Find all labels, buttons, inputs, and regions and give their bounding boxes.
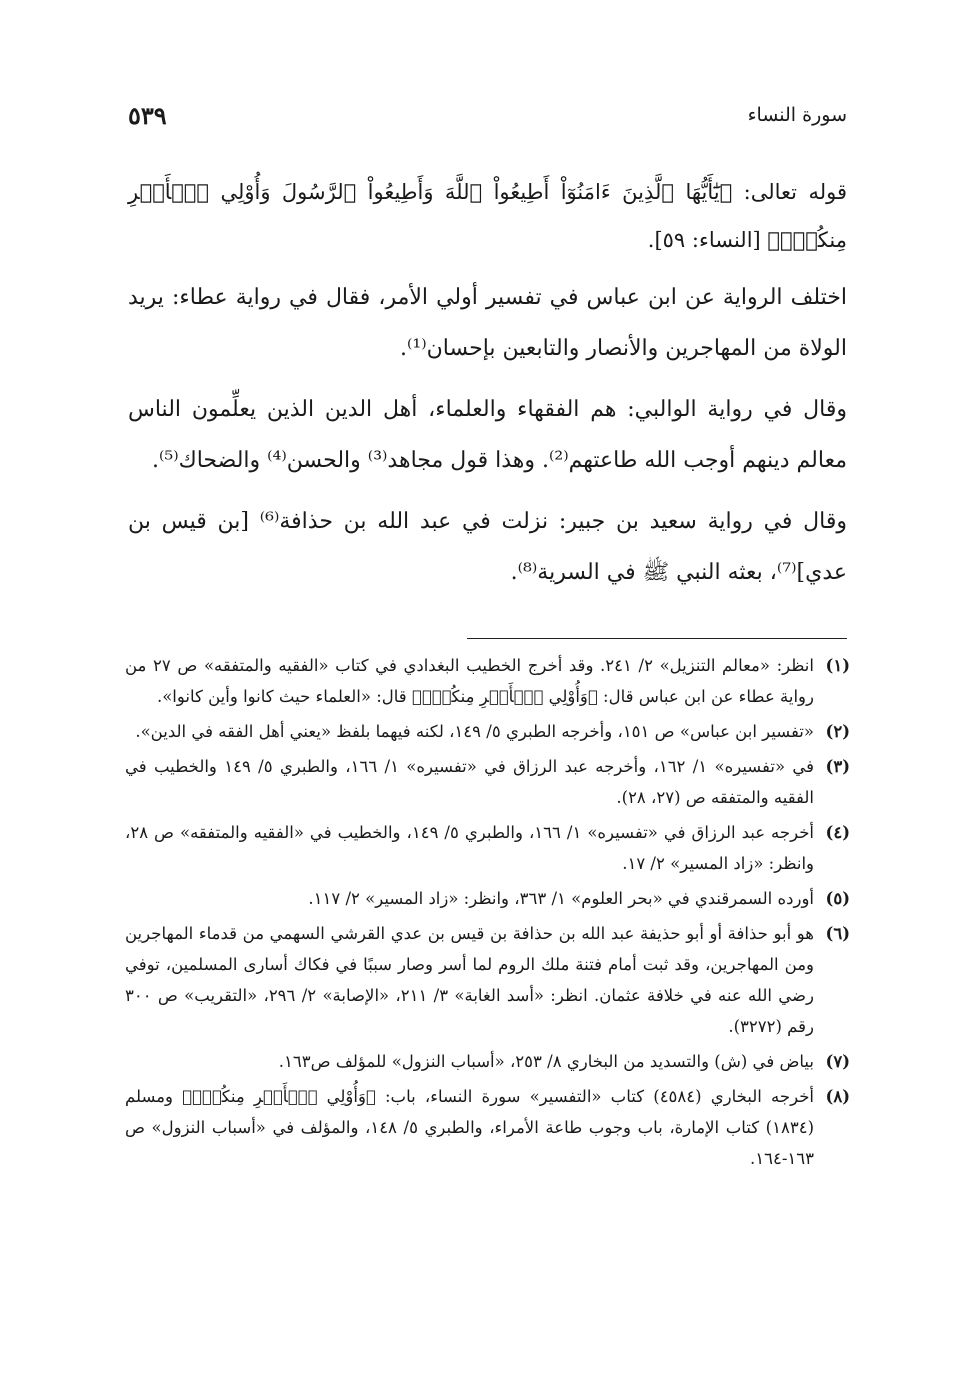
footnote-text: أورده السمرقندي في «بحر العلوم» ١/ ٣٦٣، وانظر: «زاد المسير» ٢/ ١١٧. xyxy=(308,889,814,908)
footnotes xyxy=(125,650,850,1178)
footnote-number: (٥) xyxy=(825,889,850,908)
footnote xyxy=(125,751,850,813)
footnote-text: بياض في (ش) والتسديد من البخاري ٨/ ٢٥٣، «أسباب النزول» للمؤلف ص١٦٣. xyxy=(278,1052,814,1071)
paragraph-verse: قوله تعالى: ﴿يَٰٓأَيُّهَا ٱلَّذِينَ ءَامَنُوٓاْ أَطِيعُواْ ٱللَّهَ وَأَطِيعُواْ ٱلرَّسُولَ وَأُوْلِي ٱلۡأَمۡرِ مِنكُمۡۖ﴾ [النساء: ٥٩]. xyxy=(128,180,847,252)
footnote-number: (٦) xyxy=(825,924,850,943)
main-text xyxy=(128,168,847,608)
page-header xyxy=(128,95,847,135)
footnote-number: (٣) xyxy=(825,757,850,776)
footnote-number: (١) xyxy=(825,656,850,675)
footnote-text: «تفسير ابن عباس» ص ١٥١، وأخرجه الطبري ٥/ ١٤٩، لكنه فيهما بلفظ «يعني أهل الفقه في الدين». xyxy=(135,722,814,741)
footnote xyxy=(125,1081,850,1174)
footnote-number: (٢) xyxy=(825,722,850,741)
paragraph-ata-narration: اختلف الرواية عن ابن عباس في تفسير أولي الأمر، فقال في رواية عطاء: يريد الولاة من المهاجرين والأنصار والتابعين بإحسان⁽¹⁾. xyxy=(128,285,847,361)
footnote xyxy=(125,883,850,914)
footnote-text: في «تفسيره» ١/ ١٦٢، وأخرجه عبد الرزاق في «تفسيره» ١/ ١٦٦، والطبري ٥/ ١٤٩ والخطيب في الفقيه والمتفقه ص (٢٧، ٢٨). xyxy=(125,757,815,807)
footnote-divider xyxy=(467,638,847,639)
footnote-number: (٨) xyxy=(825,1087,850,1106)
footnote-number: (٤) xyxy=(825,823,850,842)
footnote-text: انظر: «معالم التنزيل» ٢/ ٢٤١. وقد أخرج الخطيب البغدادي في كتاب «الفقيه والمتفقه» ص ٢٧ من رواية عطاء عن ابن عباس قال: ﴿وَأُوْلِي ٱلۡأَمۡرِ مِنكُمۡۖ﴾ قال: «العلماء حيث كانوا وأين كانوا». xyxy=(125,656,814,706)
footnote xyxy=(125,650,850,712)
surah-title: سورة النساء xyxy=(747,104,847,126)
footnote-text: أخرجه البخاري (٤٥٨٤) كتاب «التفسير» سورة النساء، باب: ﴿وَأُوْلِي ٱلۡأَمۡرِ مِنكُمۡۖ﴾ ومسلم (١٨٣٤) كتاب الإمارة، باب وجوب طاعة الأمراء، والطبري ٥/ ١٤٨، والمؤلف في «أسباب النزول» ص ١٦٣-١٦٤. xyxy=(125,1087,814,1168)
paragraph-jubayr-narration: وقال في رواية سعيد بن جبير: نزلت في عبد الله بن حذافة⁽⁶⁾ [بن قيس بن عدي]⁽⁷⁾، بعثه النبي ﷺ في السرية⁽⁸⁾. xyxy=(128,509,847,585)
footnote xyxy=(125,716,850,747)
footnote-text: هو أبو حذافة أو أبو حذيفة عبد الله بن حذافة بن قيس بن عدي القرشي السهمي من قدماء المهاجرين ومن المهاجرين، وقد ثبت أمام فتنة ملك الروم لما أسر وصار سببًا في فكاك أسارى المسلمين، توفي رضي الله عنه في خلافة عثمان. انظر: «أسد الغابة» ٣/ ٢١١، «الإصابة» ٢/ ٢٩٦، «التقريب» ص ٣٠٠ رقم (٣٢٧٢). xyxy=(125,924,814,1036)
footnote-number: (٧) xyxy=(825,1052,850,1071)
paragraph-walibi-narration: وقال في رواية الوالبي: هم الفقهاء والعلماء، أهل الدين الذين يعلِّمون الناس معالم دينهم أوجب الله طاعتهم⁽²⁾. وهذا قول مجاهد⁽³⁾ والحسن⁽⁴⁾ والضحاك⁽⁵⁾. xyxy=(128,397,847,473)
footnote xyxy=(125,1046,850,1077)
footnote-text: أخرجه عبد الرزاق في «تفسيره» ١/ ١٦٦، والطبري ٥/ ١٤٩، والخطيب في «الفقيه والمتفقه» ص ٢٨، وانظر: «زاد المسير» ٢/ ١٧. xyxy=(125,823,814,873)
footnote xyxy=(125,817,850,879)
footnote xyxy=(125,918,850,1042)
page-number: ٥٣٩ xyxy=(128,100,167,130)
